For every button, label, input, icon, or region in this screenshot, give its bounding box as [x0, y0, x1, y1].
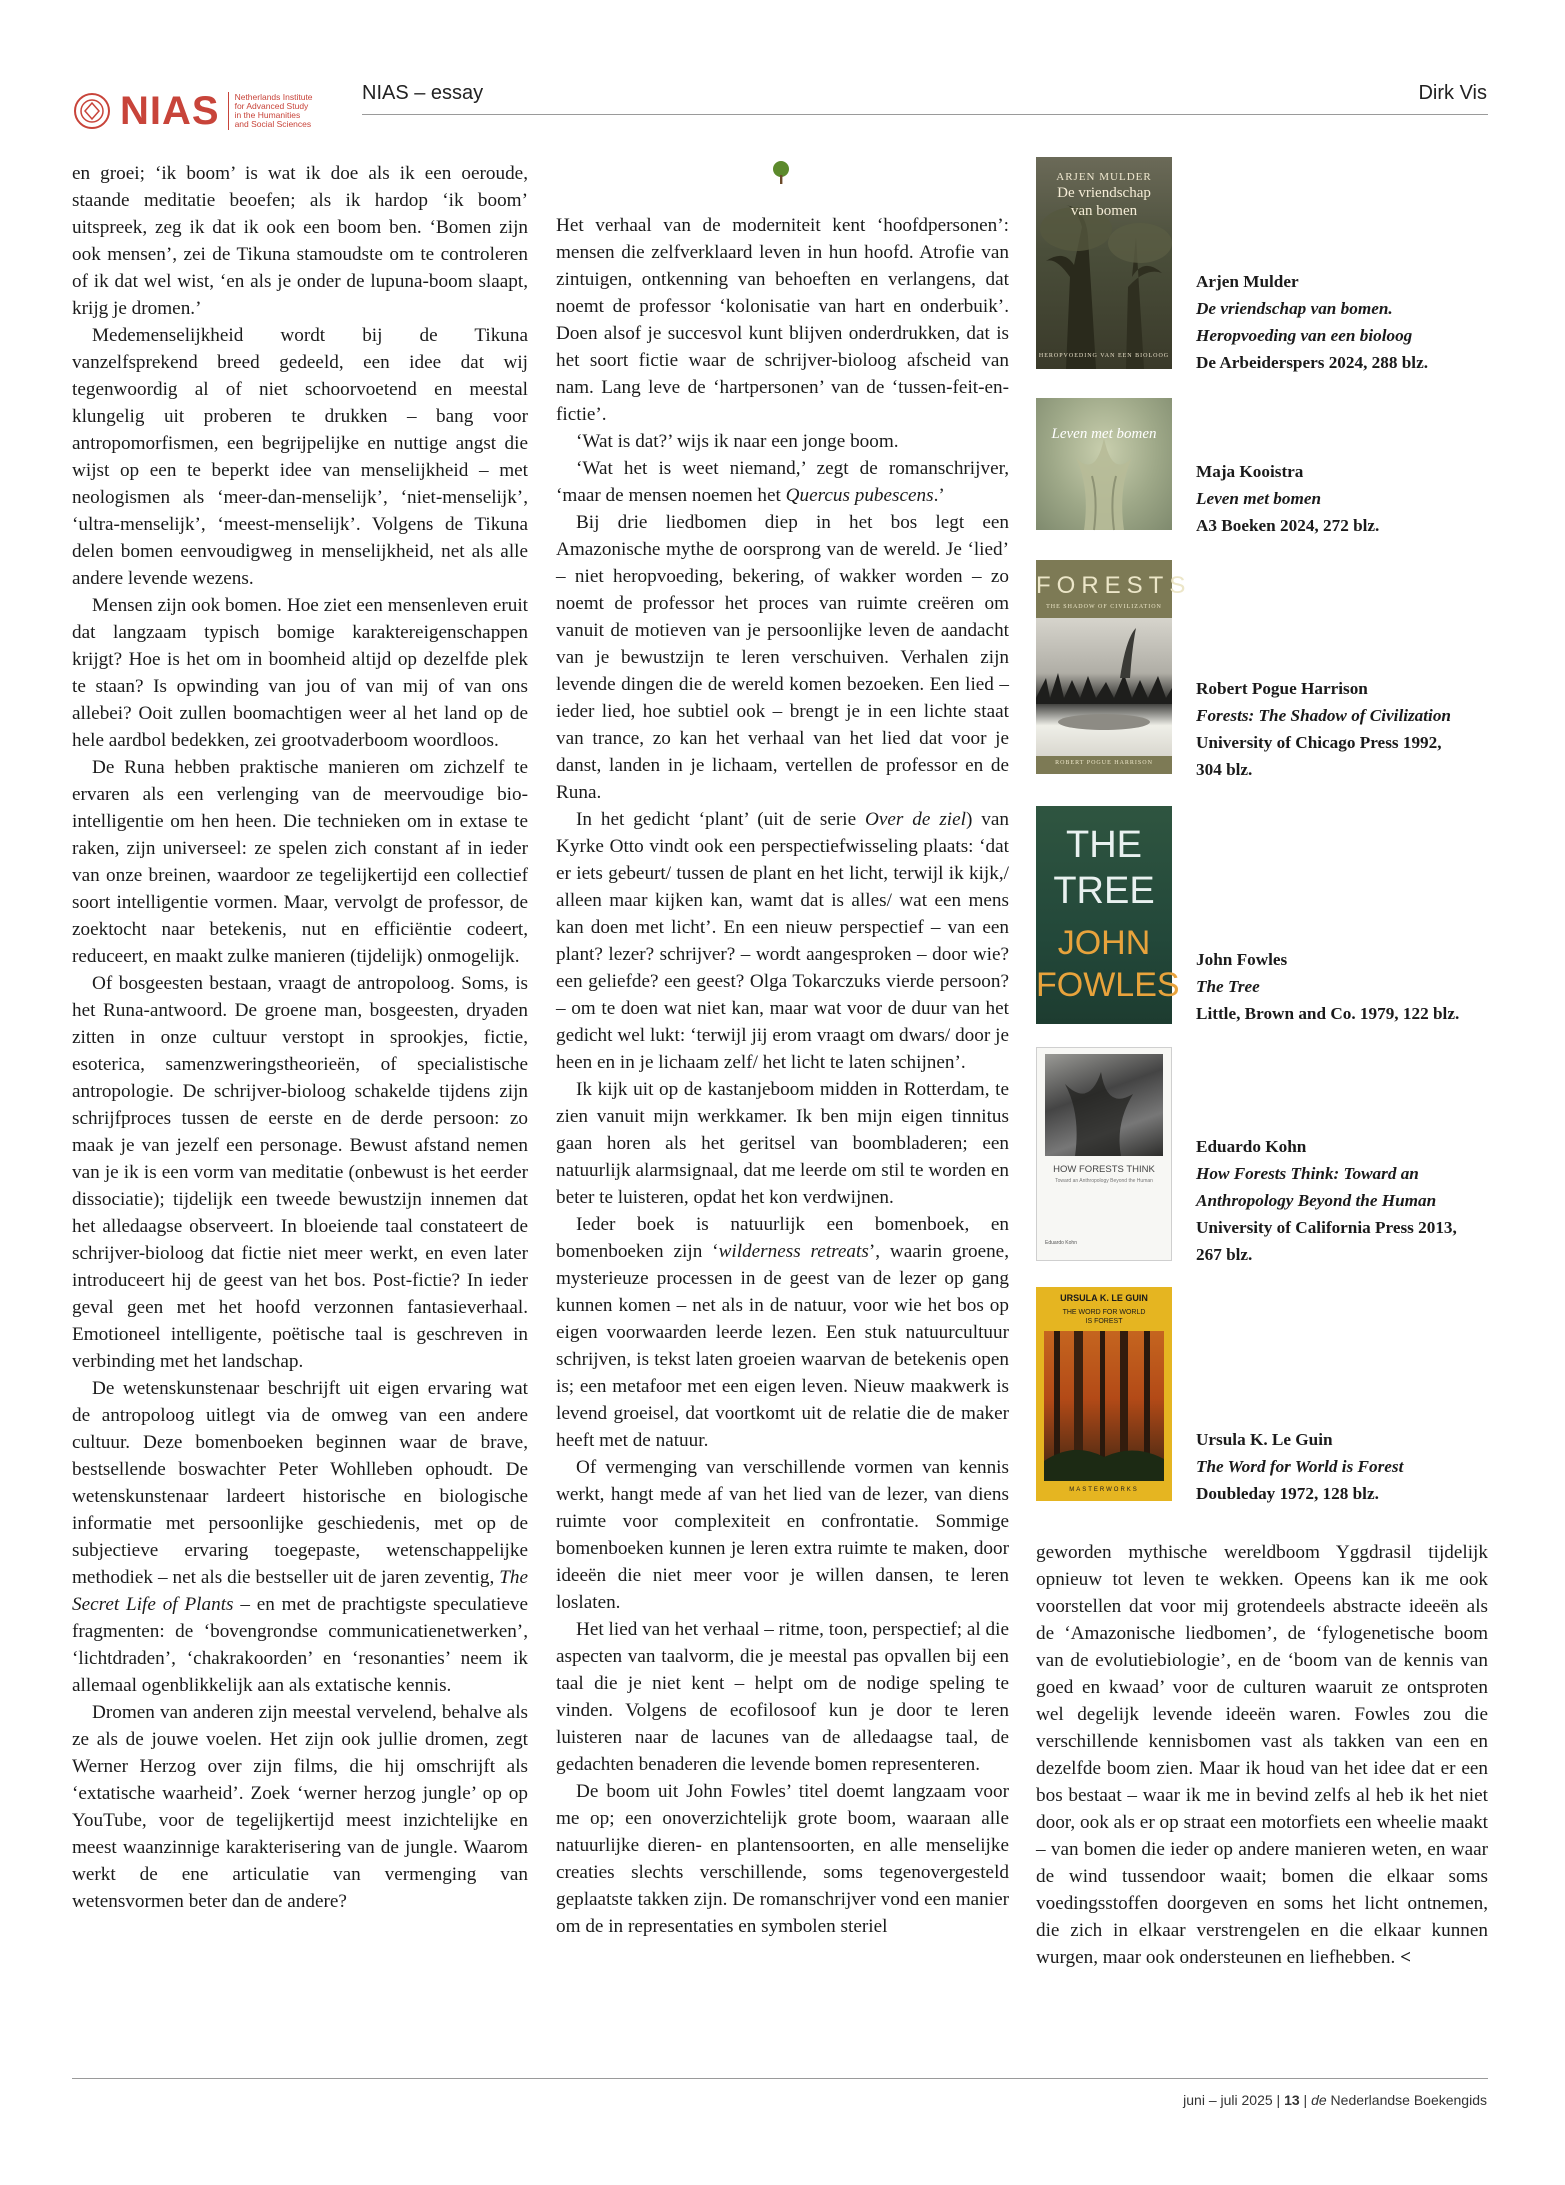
publication-article: de: [1311, 2092, 1327, 2108]
book-subtitle: Anthropology Beyond the Human: [1196, 1191, 1437, 1210]
paragraph: ‘Wat is dat?’ wijs ik naar een jonge boom.: [576, 431, 899, 452]
header-rule: [362, 114, 1488, 115]
book-title: De vriendschap van bomen.: [1196, 299, 1393, 318]
book-info-how-forests-think: [1196, 1133, 1496, 1268]
book-author: Ursula K. Le Guin: [1196, 1430, 1333, 1449]
page-footer: juni – juli 2025 | 13 | de Nederlandse Boekengids: [1183, 2092, 1487, 2108]
paragraph: Mensen zijn ook bomen. Hoe ziet een mensenleven eruit dat langzaam typisch bomige karaktereigenschappen krijgt? Hoe is het om in boomheid altijd op dezelfde plek te staan? Is opwinding van jou of van mij of van ons allebei? Ooit zullen boomachtigen weer al het land op de hele aardbol bedekken, zei grootvaderboom woordloos.: [72, 595, 528, 751]
text-column-2: [556, 212, 1009, 1940]
book-cover-forests: FORESTS THE SHADOW OF CIVILIZATION ROBERT POGUE HARRISON: [1036, 560, 1172, 774]
book-author: Maja Kooistra: [1196, 462, 1304, 481]
book-title: The Word for World is Forest: [1196, 1457, 1404, 1476]
book-publisher: University of Chicago Press 1992,: [1196, 733, 1442, 752]
book-publisher: Little, Brown and Co. 1979, 122 blz.: [1196, 1004, 1460, 1023]
paragraph: geworden mythische wereldboom Yggdrasil tijdelijk opnieuw tot leven te wekken. Opeens kan ik me ook voorstellen dat voor mij grotendeels abstracte ideeën als de ‘Amazonische liedbomen’, de ‘fylogenetische boom van de evolutiebiologie’, en de ‘boom van de kennis van goed en kwaad’ voor de culturen waaruit ze ontsproten wel degelijk levende ideeën waren. Fowles zou die verschillende kennisbomen vast als takken van een en dezelfde boom zien. Maar ik houd van het idee dat er een bos bestaat – waar ik me in bevind zelfs al heb ik het niet door, ook als er op straat een motorfiets een wheelie maakt – van bomen die ieder op andere manieren weten, en waar de wind tussendoor waait; bomen die elkaar soms voedingsstoffen doorgeven en soms het licht ontnemen, die zich in elkaar verstrengelen en die elkaar kunnen wurgen, maar ook ondersteunen en liefhebben. <: [1036, 1542, 1488, 1968]
book-cover-maja-kooistra: Leven met bomen: [1036, 398, 1172, 530]
book-cover-how-forests-think: HOW FORESTS THINK Toward an Anthropology Beyond the Human Eduardo Kohn: [1036, 1047, 1172, 1261]
book-info-le-guin: [1196, 1426, 1496, 1507]
nias-logo: [72, 88, 342, 134]
text-column-1: [72, 160, 528, 1915]
paragraph: De boom uit John Fowles’ titel doemt langzaam voor me op; een onoverzichtelijk grote boom, waaraan alle natuurlijke dieren- en plantensoorten, en alle menselijke creaties slechts verschillende, soms tegenovergesteld geplaatste takken zijn. De romanschrijver vond een manier om de in representaties en symbolen steriel: [556, 1781, 1009, 1937]
footer-rule: [72, 2078, 1488, 2079]
book-pages: 304 blz.: [1196, 760, 1253, 779]
paragraph: Of bosgeesten bestaan, vraagt de antropoloog. Soms, is het Runa-antwoord. De groene man, bosgeesten, dryaden zitten in onze cultuur verstopt in sprookjes, fictie, esoterica, samenzweringstheorieën, of specialistische antropologie. De schrijver-bioloog schakelde tijdens zijn schrijfproces tussen de eerste en de derde persoon: zo maak je van jezelf een personage. Bewust afstand nemen van je ik is een vorm van meditatie (onbewust is het eerder dissociatie); tijdelijk een tweede bewustzijn innemen dat het alledaagse observeert. In bloeiende taal constateert de schrijver-bioloog dat fictie niet meer werkt, en even later introduceert hij de geest van het bos. Post-fictie? In ieder geval geen met het hoofd verzonnen fantasieverhaal. Emotioneel intelligente, poëtische taal is geschreven in verbinding met het landschap.: [72, 973, 528, 1372]
tree-icon: [770, 160, 792, 186]
book-title: How Forests Think: Toward an: [1196, 1164, 1419, 1183]
paragraph: De Runa hebben praktische manieren om zichzelf te ervaren als een verlenging van de meervoudige bio-intelligentie om hen heen. Die technieken om in extase te raken, zijn universeel: ze spelen zich constant af in ieder van onze breinen, waardoor ze tegelijkertijd een collectief soort intelligentie vormen. Maar, vervolgt de professor, de zoektocht naar betekenis, nut en efficiëntie codeert, reduceert, en maakt zulke manieren (tijdelijk) onmogelijk.: [72, 757, 528, 967]
paragraph: Dromen van anderen zijn meestal vervelend, behalve als ze als de jouwe voelen. Het zijn ook jullie dromen, zegt Werner Herzog over zijn films, die hij omschrijft als ‘extatische waarheid’. Zoek ‘werner herzog jungle’ op op YouTube, voor de tegelijkertijd meest inzichtelijke en meest waanzinnige karakterisering van de jungle. Waarom werkt de ene articulatie van vermenging van wetensvormen beter dan de andere?: [72, 1702, 528, 1912]
logo-word: NIAS: [120, 88, 220, 133]
paragraph: Of vermenging van verschillende vormen van kennis werkt, hangt mede af van het lied van de lezer, van diens ruimte voor complexiteit en confrontatie. Sommige bomenboeken kunnen je leren extra ruimte te maken, door ideeën die niet meer voor je willen dansen, te leren loslaten.: [556, 1457, 1009, 1613]
book-publisher: De Arbeiderspers 2024, 288 blz.: [1196, 353, 1429, 372]
logo-separator: [228, 92, 229, 130]
book-cover-le-guin: URSULA K. LE GUIN THE WORD FOR WORLD IS FOREST MASTERWORKS: [1036, 1287, 1172, 1501]
book-author: John Fowles: [1196, 950, 1288, 969]
paragraph: Ik kijk uit op de kastanjeboom midden in Rotterdam, te zien vanuit mijn werkkamer. Ik ben mijn eigen tinnitus gaan horen als het geritsel van boombladeren; een natuurlijk alarmsignaal, dat me leerde om stil te worden en beter te luisteren, opdat het kon verdwijnen.: [556, 1079, 1009, 1208]
book-publisher: University of California Press 2013,: [1196, 1218, 1457, 1237]
paragraph: Medemenselijkheid wordt bij de Tikuna vanzelfsprekend breed gedeeld, een idee dat wij tegenwoordig al of niet schoorvoetend en meestal klungelig uit proberen te drukken – bang voor antropomorfismen, een begrijpelijke en nuttige angst die wijst op een te beperkt idee van menselijkheid – met neologismen als ‘meer-dan-menselijk’, ‘niet-menselijk’, ‘ultra-menselijk’, ‘meest-menselijk’. Volgens de Tikuna delen bomen eenvoudigweg in menselijkheid, net als alle andere levende wezens.: [72, 325, 528, 589]
author-label: Dirk Vis: [1418, 82, 1487, 104]
book-cover-arjen-mulder: ARJEN MULDER De vriendschap van bomen HEROPVOEDING VAN EEN BIOLOOG: [1036, 157, 1172, 369]
book-title: The Tree: [1196, 977, 1260, 996]
book-cover-the-tree: THE TREE JOHN FOWLES: [1036, 806, 1172, 1024]
book-info-the-tree: [1196, 946, 1496, 1027]
paragraph: Ieder boek is natuurlijk een bomenboek, en bomenboeken zijn ‘wilderness retreats’, waarin groene, mysterieuze processen in de geest van de lezer op gang kunnen komen – net als in de natuur, voor wie het bos op eigen voorwaarden leerde lezen. Een stuk natuurcultuur schrijven, is tekst laten groeien waarvan de betekenis open is; een metafoor met een eigen leven. Nieuw maakwerk is levend groeisel, dat voortkomt uit de relatie die de maker heeft met de natuur.: [556, 1214, 1009, 1451]
book-author: Arjen Mulder: [1196, 272, 1299, 291]
book-author: Robert Pogue Harrison: [1196, 679, 1368, 698]
issue-date: juni – juli 2025: [1183, 2092, 1273, 2108]
section-label: NIAS – essay: [362, 82, 484, 104]
paragraph: In het gedicht ‘plant’ (uit de serie Over de ziel) van Kyrke Otto vindt ook een perspectiefwisseling plaats: ‘dat er iets gebeurt/ tussen de plant en het licht, terwijl ik kijk,/ alleen maar kijken kan, wamt dat is alles/ wat een mens kan doen met licht’. En een nieuw perspectief – van een plant? lezer? schrijver? – wordt aangesproken – door wie? een geliefde? een geest? Olga Tokarczuks vierde persoon? – om te doen wat niet kan, maar wat voor de duur van het gedicht wel lukt: ‘terwijl jij erom vraagt om dwars/ door je heen en in je lichaam zelf/ het licht te laten schijnen’.: [556, 809, 1009, 1073]
paragraph: en groei; ‘ik boom’ is wat ik doe als ik een oeroude, staande meditatie beoefen; als ik hardop ‘ik boom’ uitspreek, zeg ik dat ik ook een boom ben. ‘Bomen zijn ook mensen’, zei de Tikuna stamoudste om te controleren of ik dat wel wist, ‘en als je onder de lupuna-boom slaapt, krijg je dromen.’: [72, 163, 528, 319]
paragraph: Bij drie liedbomen diep in het bos legt een Amazonische mythe de oorsprong van de wereld. Je ‘lied’ – niet heropvoeding, bekering, of wakker worden – zo noemt de professor het proces van ruimte creëren om vanuit de motieven van je persoonlijke leven de aandacht van je bewustzijn te leren verschuiven. Verhalen zijn levende dingen die de wereld komen bezoeken. Een lied – ieder lied, hoe subtiel ook – brengt je in een lichte staat van trance, zo kan het verhaal van het lied dat voor je danst, landen in je lichaam, vertellen de professor en de Runa.: [556, 512, 1009, 803]
book-info-maja-kooistra: [1196, 458, 1496, 539]
book-info-forests: [1196, 675, 1496, 783]
nias-emblem-icon: [72, 91, 112, 131]
book-title-ref: The Secret Life of Plants: [72, 1567, 529, 1615]
book-title: Forests: The Shadow of Civilization: [1196, 706, 1451, 725]
book-author: Eduardo Kohn: [1196, 1137, 1307, 1156]
book-info-arjen-mulder: [1196, 268, 1496, 376]
page-number: 13: [1284, 2092, 1300, 2108]
paragraph: De wetenskunstenaar beschrijft uit eigen ervaring wat de antropoloog uitlegt via de omweg van een andere cultuur. Deze bomenboeken beginnen waar de brave, bestsellende boswachter Peter Wohlleben ophoudt. De wetenskunstenaar lardeert historische en biologische informatie met persoonlijke geschiedenis, met op de subjectieve ervaring toegepaste, wetenschappelijke methodiek – net als die bestseller uit de jaren zeventig, The Secret Life of Plants – en met de prachtigste speculatieve fragmenten: de ‘bovengrondse communicatienetwerken’, ‘lichtdraden’, ‘chakrakoorden’ en ‘resonanties’ neem ik allemaal ogenblikkelijk aan als extatische kennis.: [72, 1378, 529, 1696]
paragraph: Het verhaal van de moderniteit kent ‘hoofdpersonen’: mensen die zelfverklaard leven in hun hoofd. Atrofie van zintuigen, ontkenning van behoeften en verlangens, dat noemt de professor ‘kolonisatie van hart en onderbuik’. Doen alsof je succesvol kunt blijven onderdrukken, dat is het soort fictie waar de schrijver-bioloog afscheid van nam. Lang leve de ‘hartpersonen’ van de ‘tussen-feit-en-fictie’.: [556, 215, 1009, 425]
publication-name: Nederlandse Boekengids: [1330, 2092, 1487, 2108]
text-column-3: [1036, 1539, 1488, 1971]
book-subtitle: Heropvoeding van een bioloog: [1196, 326, 1413, 345]
end-mark: <: [1400, 1947, 1412, 1968]
logo-subtitle: Netherlands Institute for Advanced Study in the Humanities and Social Sciences: [234, 92, 313, 129]
book-publisher: A3 Boeken 2024, 272 blz.: [1196, 516, 1380, 535]
book-pages: 267 blz.: [1196, 1245, 1253, 1264]
paragraph: Het lied van het verhaal – ritme, toon, perspectief; al die aspecten van taalvorm, die je meestal pas opvallen bij een taal die je niet kent – helpt om de nodige speling te vinden. Volgens de ecofilosoof kun je door te leren luisteren naar de lacunes van de alledaagse taal, de gedachten benaderen die levende bomen representeren.: [556, 1619, 1009, 1775]
book-title: Leven met bomen: [1196, 489, 1322, 508]
paragraph: ‘Wat het is weet niemand,’ zegt de romanschrijver, ‘maar de mensen noemen het Quercus pubescens.’: [556, 458, 1009, 506]
book-publisher: Doubleday 1972, 128 blz.: [1196, 1484, 1379, 1503]
